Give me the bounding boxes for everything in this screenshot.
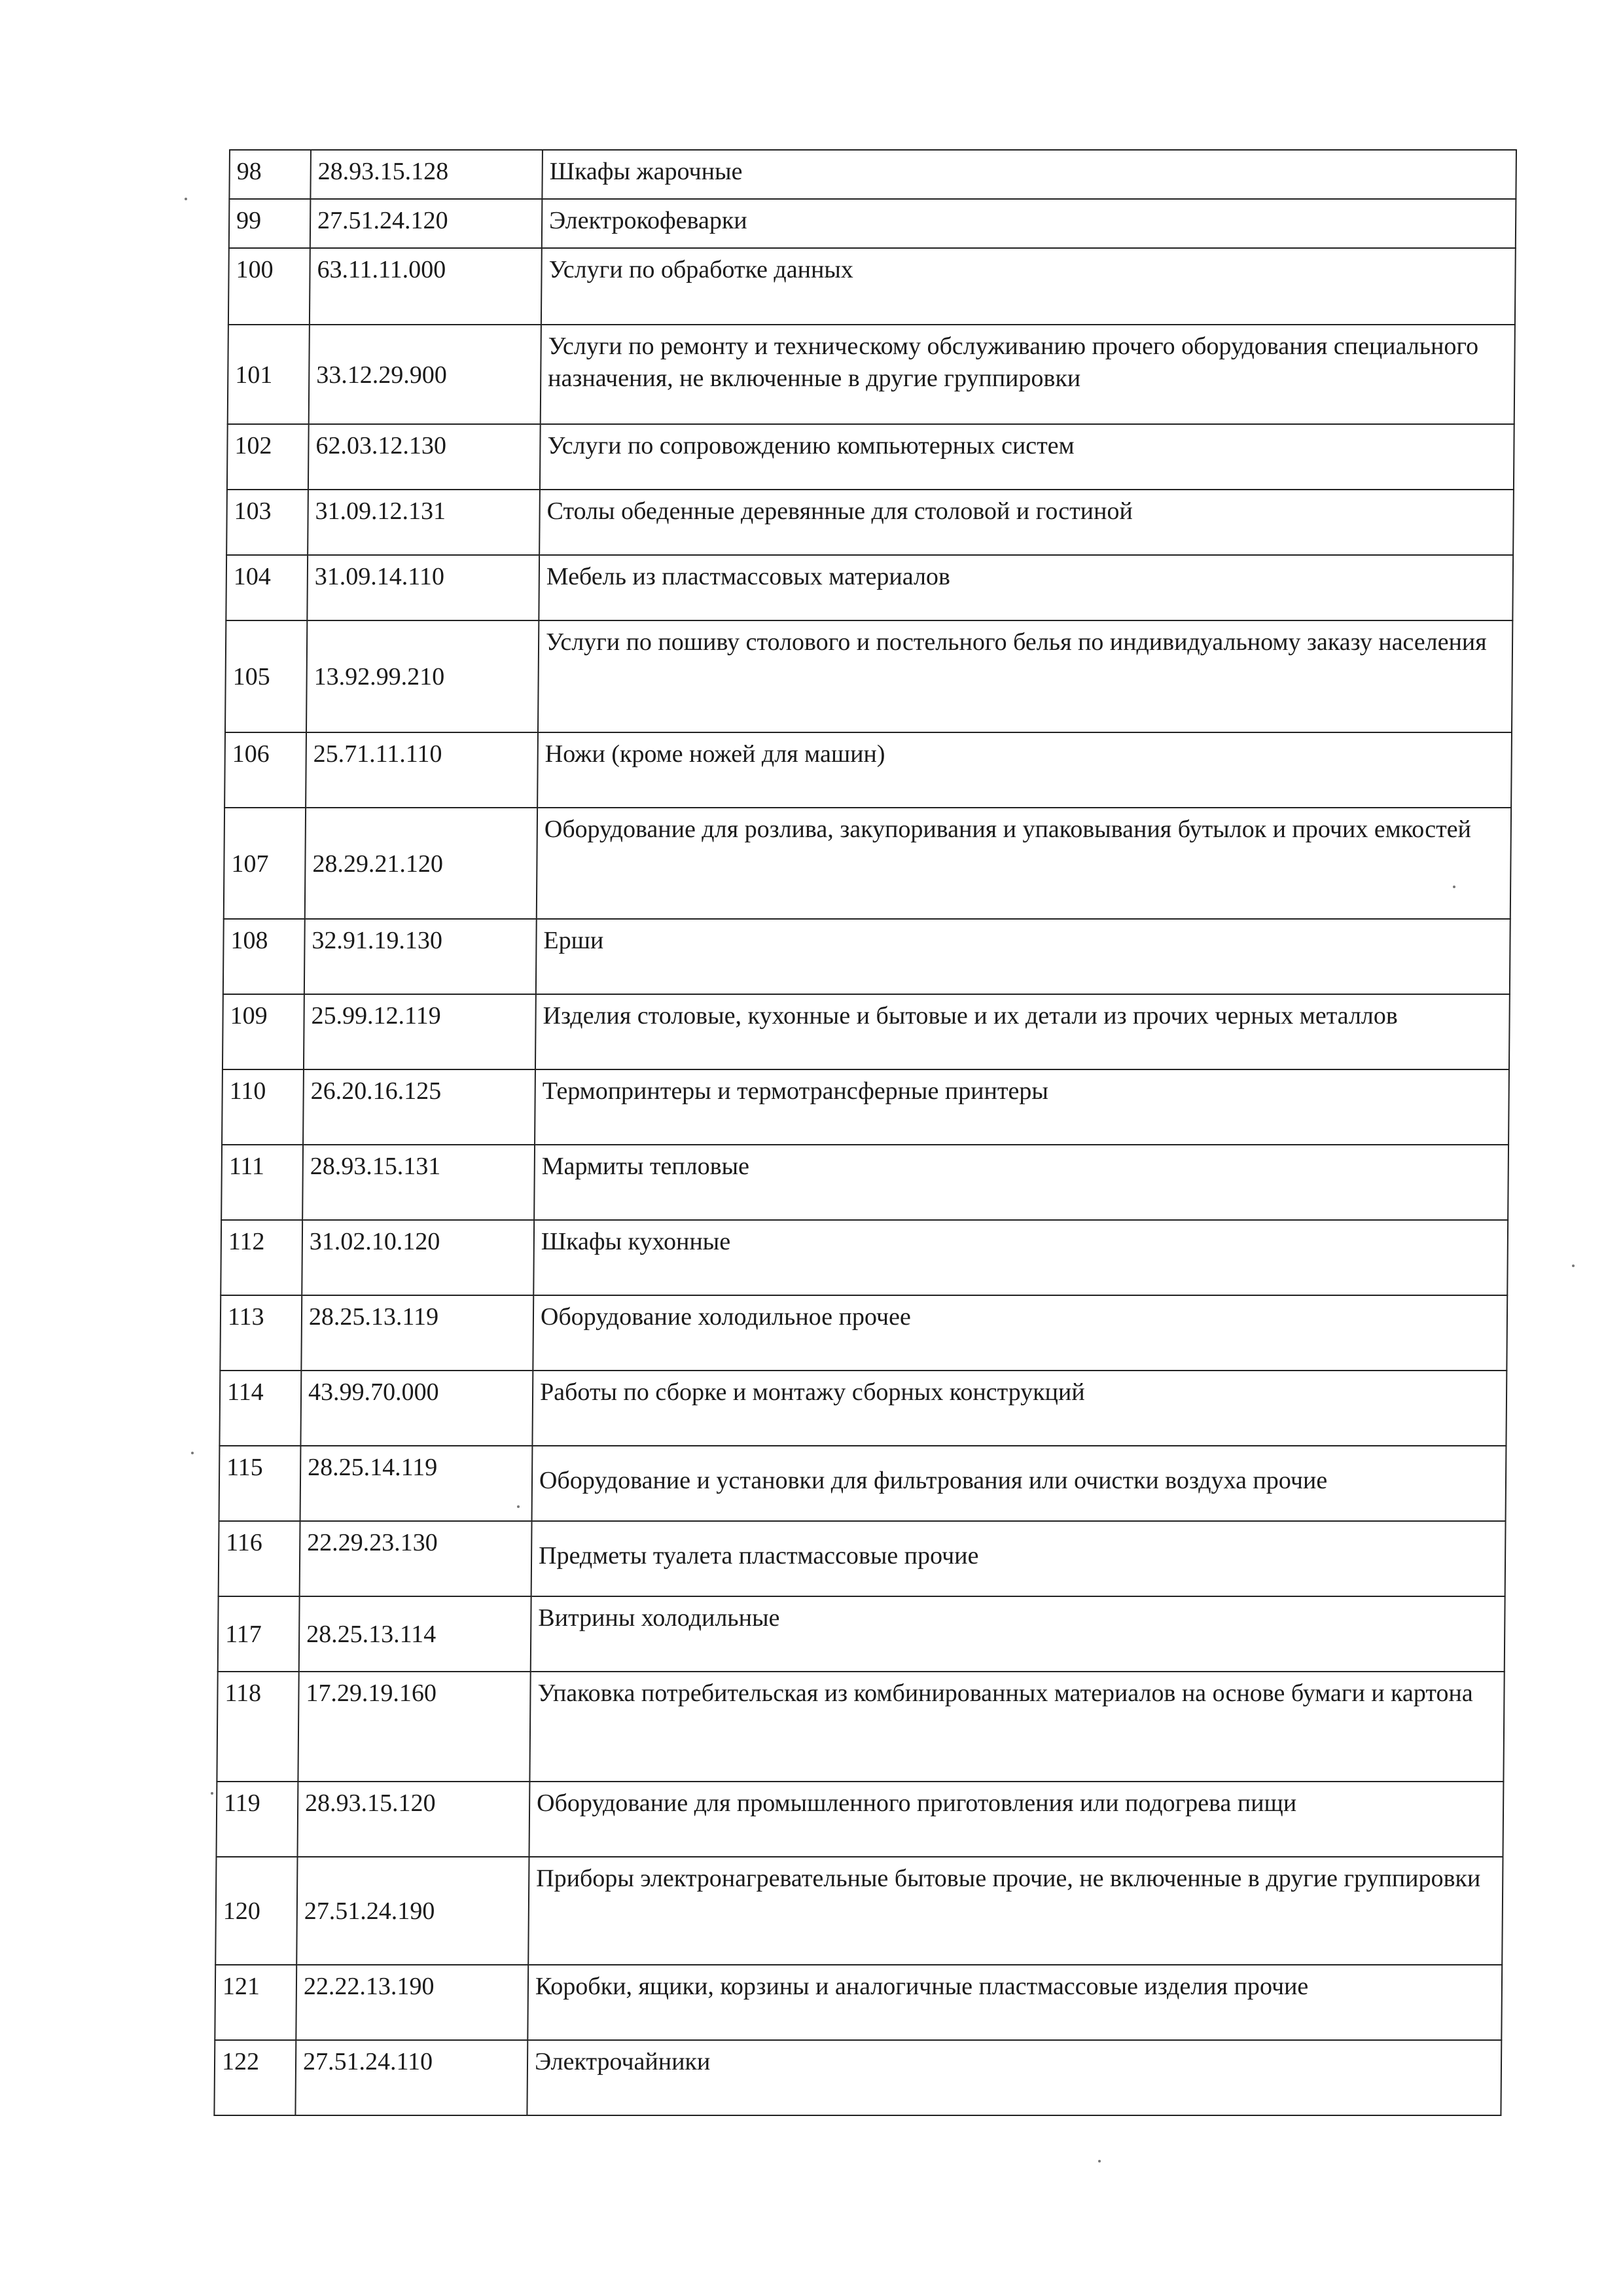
- row-number-cell: 120: [215, 1857, 297, 1965]
- okpd-code-cell: 26.20.16.125: [303, 1069, 535, 1145]
- row-number-cell: 106: [224, 732, 306, 808]
- description-cell: Электрочайники: [527, 2040, 1501, 2115]
- okpd-table-body: [214, 150, 1516, 2115]
- row-number-cell: 108: [223, 919, 305, 994]
- table-row: [225, 620, 1512, 732]
- table-row: [215, 1965, 1502, 2040]
- okpd-code-cell: 25.71.11.110: [306, 732, 538, 808]
- scan-speck: [1572, 1265, 1575, 1267]
- row-number-cell: 115: [219, 1446, 301, 1521]
- okpd-code-cell: 27.51.24.190: [296, 1857, 529, 1965]
- scan-speck: [1098, 2160, 1101, 2162]
- okpd-code-cell: 28.93.15.120: [298, 1782, 530, 1857]
- table-row: [214, 2040, 1501, 2115]
- table-row: [227, 424, 1514, 490]
- row-number-cell: 101: [228, 325, 310, 424]
- okpd-code-table: [213, 149, 1517, 2116]
- description-cell: Мармиты тепловые: [534, 1145, 1508, 1220]
- okpd-code-cell: 22.22.13.190: [296, 1965, 528, 2040]
- table-row: [223, 994, 1510, 1069]
- table-row: [229, 150, 1516, 199]
- row-number-cell: 111: [221, 1145, 303, 1220]
- description-cell: Столы обеденные деревянные для столовой и гостиной: [539, 490, 1514, 555]
- description-cell: Шкафы кухонные: [533, 1220, 1508, 1295]
- okpd-code-cell: 13.92.99.210: [306, 620, 539, 732]
- okpd-code-cell: 27.51.24.120: [310, 199, 543, 248]
- row-number-cell: 99: [229, 199, 311, 248]
- description-cell: Оборудование для розлива, закупоривания и упаковывания бутылок и прочих емкостей: [537, 808, 1511, 919]
- description-cell: Оборудование и установки для фильтрования или очистки воздуха прочие: [532, 1446, 1507, 1521]
- row-number-cell: 122: [214, 2040, 296, 2115]
- description-cell: Услуги по ремонту и техническому обслуживанию прочего оборудования специального назначения, не включенные в другие группировки: [541, 325, 1515, 424]
- table-row: [226, 555, 1513, 620]
- okpd-code-cell: 28.29.21.120: [305, 808, 537, 919]
- description-cell: Шкафы жарочные: [542, 150, 1516, 199]
- table-row: [218, 1596, 1505, 1672]
- okpd-code-cell: 31.02.10.120: [302, 1220, 534, 1295]
- description-cell: Оборудование холодильное прочее: [533, 1295, 1507, 1371]
- description-cell: Ножи (кроме ножей для машин): [537, 732, 1512, 808]
- okpd-code-cell: 62.03.12.130: [308, 424, 541, 490]
- row-number-cell: 117: [218, 1596, 300, 1672]
- table-row: [215, 1857, 1503, 1965]
- table-row: [228, 248, 1516, 325]
- okpd-code-cell: 43.99.70.000: [300, 1371, 533, 1446]
- table-row: [217, 1672, 1504, 1782]
- table-row: [226, 490, 1514, 555]
- okpd-code-cell: 22.29.23.130: [300, 1521, 532, 1596]
- row-number-cell: 103: [226, 490, 308, 555]
- okpd-code-cell: 32.91.19.130: [304, 919, 537, 994]
- row-number-cell: 110: [222, 1069, 304, 1145]
- row-number-cell: 114: [219, 1371, 301, 1446]
- scan-speck: [191, 1452, 194, 1454]
- okpd-code-cell: 28.25.14.119: [300, 1446, 533, 1521]
- description-cell: Коробки, ящики, корзины и аналогичные пластмассовые изделия прочие: [527, 1965, 1502, 2040]
- row-number-cell: 113: [220, 1295, 302, 1371]
- okpd-code-cell: 17.29.19.160: [298, 1672, 530, 1782]
- table-row: [221, 1145, 1508, 1220]
- description-cell: Предметы туалета пластмассовые прочие: [531, 1521, 1506, 1596]
- description-cell: Термопринтеры и термотрансферные принтеры: [535, 1069, 1509, 1145]
- row-number-cell: 102: [227, 424, 309, 490]
- row-number-cell: 109: [223, 994, 304, 1069]
- scan-speck: [211, 1792, 213, 1795]
- row-number-cell: 116: [219, 1521, 300, 1596]
- description-cell: Упаковка потребительская из комбинированных материалов на основе бумаги и картона: [529, 1672, 1504, 1782]
- okpd-code-cell: 28.93.15.128: [310, 150, 543, 199]
- description-cell: Изделия столовые, кухонные и бытовые и их детали из прочих черных металлов: [535, 994, 1510, 1069]
- row-number-cell: 105: [225, 620, 307, 732]
- table-row: [224, 732, 1512, 808]
- description-cell: Приборы электронагревательные бытовые прочие, не включенные в другие группировки: [528, 1857, 1503, 1965]
- okpd-code-cell: 63.11.11.000: [310, 248, 542, 325]
- table-row: [220, 1295, 1507, 1371]
- table-row: [219, 1371, 1507, 1446]
- table-row: [229, 199, 1516, 248]
- description-cell: Ерши: [536, 919, 1510, 994]
- description-cell: Услуги по пошиву столового и постельного белья по индивидуальному заказу населения: [538, 620, 1512, 732]
- okpd-code-cell: 31.09.12.131: [308, 490, 540, 555]
- okpd-code-cell: 25.99.12.119: [304, 994, 536, 1069]
- row-number-cell: 121: [215, 1965, 296, 2040]
- okpd-code-cell: 31.09.14.110: [307, 555, 539, 620]
- okpd-code-cell: 27.51.24.110: [295, 2040, 527, 2115]
- description-cell: Услуги по сопровождению компьютерных систем: [540, 424, 1514, 490]
- table-row: [224, 808, 1511, 919]
- description-cell: Мебель из пластмассовых материалов: [539, 555, 1513, 620]
- description-cell: Оборудование для промышленного приготовления или подогрева пищи: [529, 1782, 1504, 1857]
- okpd-code-cell: 28.25.13.119: [301, 1295, 533, 1371]
- table-row: [223, 919, 1510, 994]
- row-number-cell: 119: [217, 1782, 298, 1857]
- row-number-cell: 104: [226, 555, 308, 620]
- table-row: [217, 1782, 1504, 1857]
- okpd-code-cell: 28.93.15.131: [302, 1145, 535, 1220]
- scan-speck: [185, 198, 187, 200]
- row-number-cell: 112: [221, 1220, 302, 1295]
- okpd-code-cell: 33.12.29.900: [309, 325, 541, 424]
- scan-speck: [1453, 886, 1455, 888]
- description-cell: Работы по сборке и монтажу сборных конструкций: [532, 1371, 1507, 1446]
- table-row: [219, 1446, 1507, 1521]
- table-row: [219, 1521, 1506, 1596]
- description-cell: Витрины холодильные: [531, 1596, 1505, 1672]
- table-row: [228, 325, 1515, 424]
- table-row: [222, 1069, 1509, 1145]
- description-cell: Электрокофеварки: [542, 199, 1516, 248]
- okpd-code-cell: 28.25.13.114: [299, 1596, 531, 1672]
- scan-speck: [517, 1505, 520, 1508]
- table-row: [221, 1220, 1508, 1295]
- row-number-cell: 98: [229, 150, 311, 199]
- row-number-cell: 100: [228, 248, 310, 325]
- description-cell: Услуги по обработке данных: [541, 248, 1516, 325]
- row-number-cell: 107: [224, 808, 306, 919]
- row-number-cell: 118: [217, 1672, 298, 1782]
